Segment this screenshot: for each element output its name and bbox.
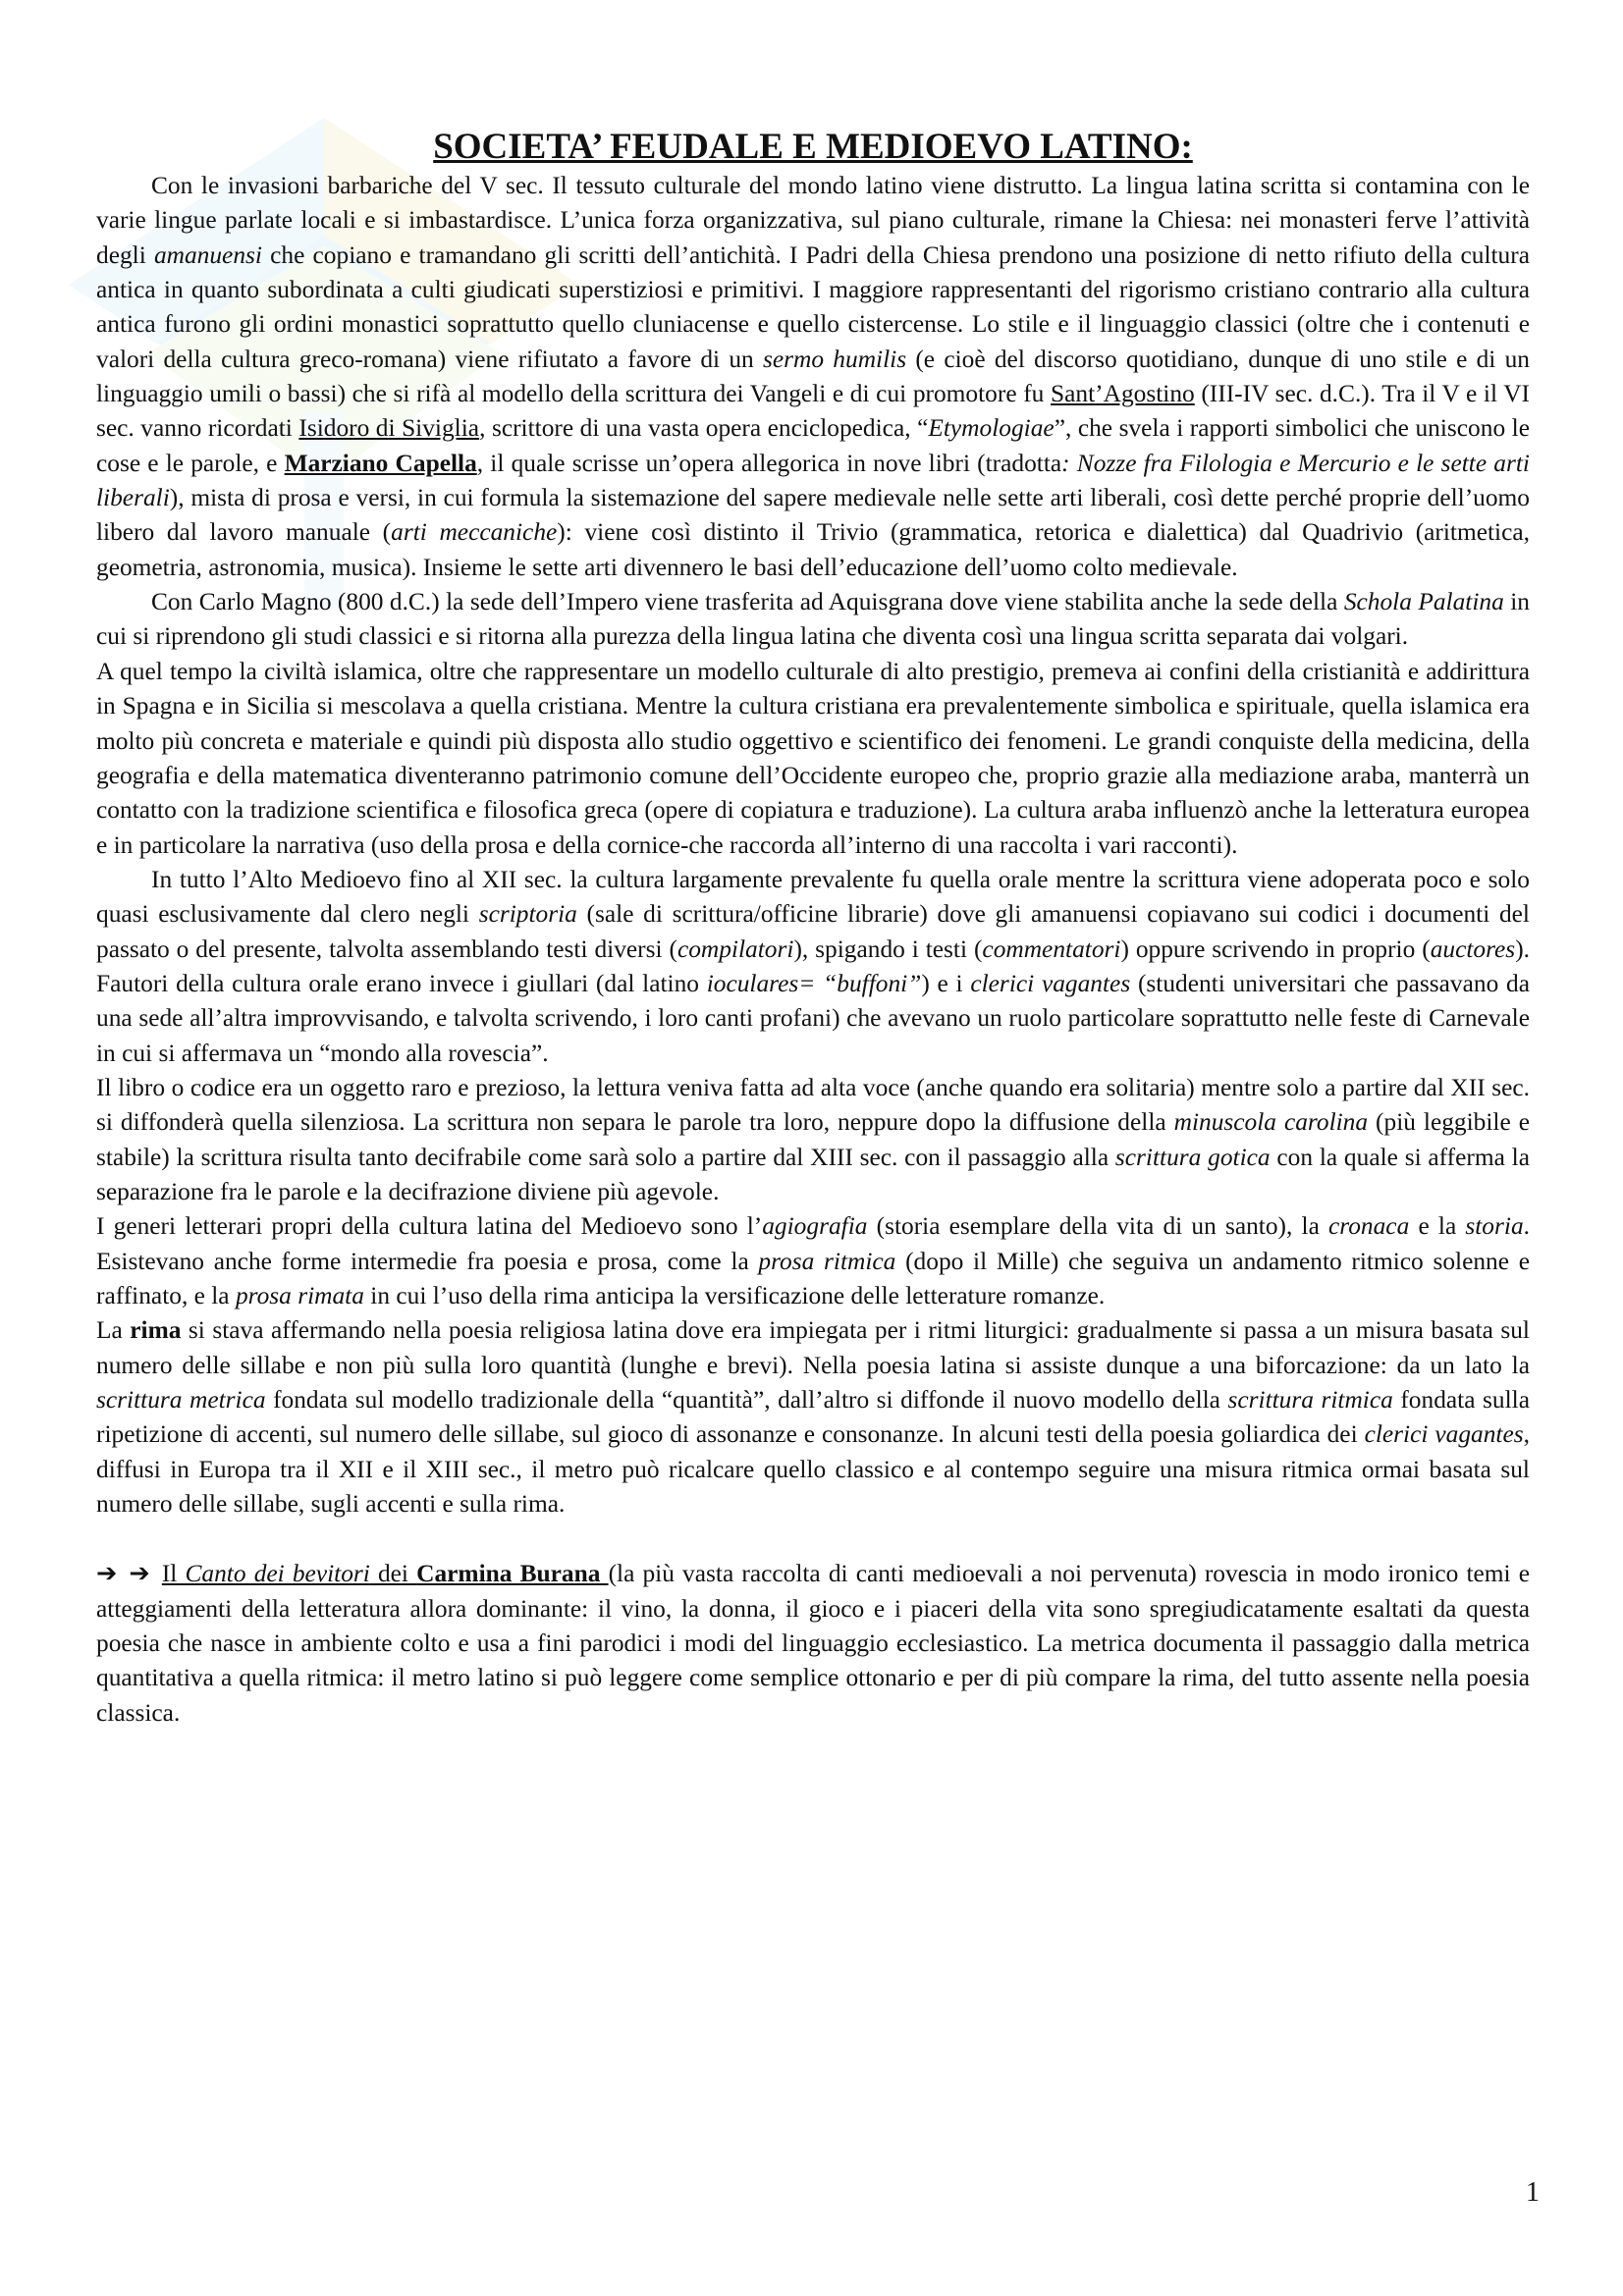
paragraph-libro-codice: Il libro o codice era un oggetto raro e prezioso, la lettura veniva fatta ad alta voce (anche quando era solitaria) mentre solo a partire dal XII sec. si diffonderà quella silenziosa. La scrittura non separa le parole tra loro, neppure dopo la diffusione della minuscola carolina (più leggibile e stabile) la scrittura risulta tanto decifrabile come sarà solo a partire dal XIII sec. con il passaggio alla scrittura gotica con la quale si afferma la separazione fra le parole e la decifrazione diviene più agevole.	[96, 1073, 1530, 1205]
carmina-title-link: Il Canto dei bevitori dei Carmina Burana	[161, 1560, 609, 1588]
paragraph-generi-letterari: I generi letterari propri della cultura latina del Medioevo sono l’agiografia (storia esemplare della vita di un santo), la cronaca e la storia. Esistevano anche forme intermedie fra poesia e prosa, come la prosa ritmica (dopo il Mille) che seguiva un andamento ritmico solenne e raffinato, e la prosa rimata in cui l’uso della rima anticipa la versificazione delle letterature romanze.	[96, 1212, 1530, 1309]
paragraph-carlo-magno: Con Carlo Magno (800 d.C.) la sede dell’Impero viene trasferita ad Aquisgrana dove viene stabilita anche la sede della Schola Palatina in cui si riprendono gli studi classici e si ritorna alla purezza della lingua latina che diventa così una lingua scritta separata dai volgari.	[96, 588, 1530, 651]
paragraph-invasioni: Con le invasioni barbariche del V sec. Il tessuto culturale del mondo latino viene distrutto. La lingua latina scritta si contamina con le varie lingue parlate locali e si imbastardisce. L’unica forza organizzativa, sul piano culturale, rimane la Chiesa: nei monasteri ferve l’attività degli amanuensi che copiano e tramandano gli scritti dell’antichità. I Padri della Chiesa prendono una posizione di netto rifiuto della cultura antica in quanto subordinata a culti giudicati superstiziosi e primitivi. I maggiore rappresentanti del rigorismo cristiano contrario alla cultura antica furono gli ordini monastici soprattutto quello cluniacense e quello cistercense. Lo stile e il linguaggio classici (oltre che i contenuti e valori della cultura greco-romana) viene rifiutato a favore di un sermo humilis (e cioè del discorso quotidiano, dunque di uno stile e di un linguaggio umili o bassi) che si rifà al modello della scrittura dei Vangeli e di cui promotore fu Sant’Agostino (III-IV sec. d.C.). Tra il V e il VI sec. vanno ricordati Isidoro di Siviglia, scrittore di una vasta opera enciclopedica, “Etymologiae”, che svela i rapporti simbolici che uniscono le cose e le parole, e Marziano Capella, il quale scrisse un’opera allegorica in nove libri (tradotta: Nozze fra Filologia e Mercurio e le sette arti liberali), mista di prosa e versi, in cui formula la sistemazione del sapere medievale nelle sette arti liberali, così dette perché proprie dell’uomo libero dal lavoro manuale (arti meccaniche): viene così distinto il Trivio (grammatica, retorica e dialettica) dal Quadrivio (aritmetica, geometria, astronomia, musica). Insieme le sette arti divennero le basi dell’educazione dell’uomo colto medievale.	[96, 172, 1531, 581]
page-title: SOCIETA’ FEUDALE E MEDIOEVO LATINO:	[433, 127, 1193, 167]
paragraph-alto-medioevo: In tutto l’Alto Medioevo fino al XII sec. la cultura largamente prevalente fu quella orale mentre la scrittura viene adoperata poco e solo quasi esclusivamente dal clero negli scriptoria (sale di scrittura/officine librarie) dove gli amanuensi copiavano sui codici i documenti del passato o del presente, talvolta assemblando testi diversi (compilatori), spigando i testi (commentatori) oppure scrivendo in proprio (auctores). Fautori della cultura orale erano invece i giullari (dal latino ioculares= “buffoni”) e i clerici vagantes (studenti universitari che passavano da una sede all’altra improvvisando, e talvolta scrivendo, i loro canti profani) che avevano un ruolo particolare soprattutto nelle feste di Carnevale in cui si affermava un “mondo alla rovescia”.	[96, 865, 1530, 1067]
page-number: 1	[1526, 2177, 1540, 2208]
paragraph-spacer	[96, 1522, 1530, 1557]
paragraph-civilta-islamica: A quel tempo la civiltà islamica, oltre che rappresentare un modello culturale di alto prestigio, premeva ai confini della cristianità e addirittura in Spagna e in Sicilia si mescolava a quella cristiana. Mentre la cultura cristiana era prevalentemente simbolica e spirituale, quella islamica era molto più concreta e materiale e quindi più disposta allo studio oggettivo e scientifico dei fenomeni. Le grandi conquiste della medicina, della geografia e della matematica diventeranno patrimonio comune dell’Occidente europeo che, proprio grazie alla mediazione araba, manterrà un contatto con la tradizione scientifica e filosofica greca (opere di copiatura e traduzione). La cultura araba influenzò anche la letteratura europea e in particolare la narrativa (uso della prosa e della cornice-che raccorda all’interno di una raccolta i vari racconti).	[96, 657, 1530, 859]
double-arrow-icon: ➔ ➔	[96, 1560, 162, 1588]
document-body	[96, 126, 1530, 1731]
paragraph-carmina-burana: ➔ ➔ Il Canto dei bevitori dei Carmina Burana (la più vasta raccolta di canti medioevali a noi pervenuta) rovescia in modo ironico temi e atteggiamenti della letteratura allora dominante: il vino, la donna, il gioco e i piaceri della vita sono spregiudicatamente esaltati da questa poesia che nasce in ambiente colto e usa a fini parodici i modi del linguaggio ecclesiastico. La metrica documenta il passaggio dalla metrica quantitativa a quella ritmica: il metro latino si può leggere come semplice ottonario e per di più compare la rima, del tutto assente nella poesia classica.	[96, 1560, 1531, 1727]
paragraph-rima: La rima si stava affermando nella poesia religiosa latina dove era impiegata per i ritmi liturgici: gradualmente si passa a un misura basata sul numero delle sillabe e non più sulla loro quantità (lunghe e brevi). Nella poesia latina si assiste dunque a una biforcazione: da un lato la scrittura metrica fondata sul modello tradizionale della “quantità”, dall’altro si diffonde il nuovo modello della scrittura ritmica fondata sulla ripetizione di accenti, sul numero delle sillabe, sul gioco di assonanze e consonanze. In alcuni testi della poesia goliardica dei clerici vagantes, diffusi in Europa tra il XII e il XIII sec., il metro può ricalcare quello classico e al contempo seguire una misura ritmica ormai basata sul numero delle sillabe, sugli accenti e sulla rima.	[96, 1316, 1530, 1519]
